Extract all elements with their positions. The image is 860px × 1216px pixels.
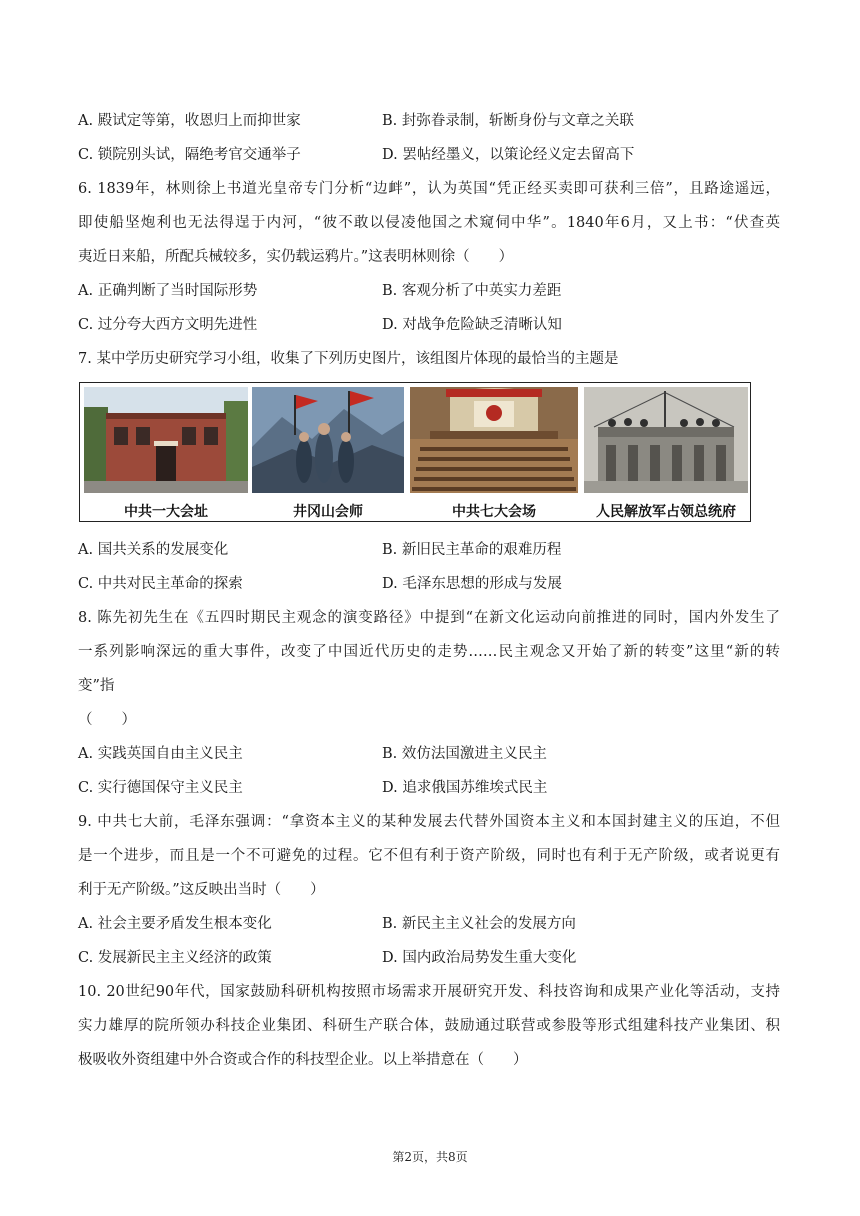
q8-stem-line-2: 一系列影响深远的重大事件，改变了中国近代历史的走势……民主观念又开始了新的转变”这里“新的转 xyxy=(78,644,780,660)
q10-stem-line-1: 10. 20世纪90年代，国家鼓励科研机构按照市场需求开展研究开发、科技咨询和成果产业化等活动，支持 xyxy=(78,984,780,1000)
q9-stem-line-1: 9. 中共七大前，毛泽东强调：“拿资本主义的某种发展去代替外国资本主义和本国封建主义的压迫，不但 xyxy=(78,814,780,830)
q5-option-a: A. 殿试定等第，收恩归上而抑世家 xyxy=(78,113,301,129)
q6-stem-line-2: 即使船坚炮利也无法得逞于内河，“彼不敢以侵凌他国之术窥伺中华”。1840年6月，又上书：“伏查英 xyxy=(78,215,780,231)
q6-stem-line-3: 夷近日来船，所配兵械较多，实仍载运鸦片。”这表明林则徐（ ） xyxy=(78,249,514,265)
q7-option-d: D. 毛泽东思想的形成与发展 xyxy=(382,576,562,592)
q9-stem-line-2: 是一个进步，而且是一个不可避免的过程。它不但有利于资产阶级，同时也有利于无产阶级，或者说更有 xyxy=(78,848,780,864)
caption-jinggangshan-meeting: 井冈山会师 xyxy=(293,504,363,520)
q10-stem-line-2: 实力雄厚的院所领办科技企业集团、科研生产联合体，鼓励通过联营或参股等形式组建科技产业集团、积 xyxy=(78,1018,780,1034)
q8-option-d: D. 追求俄国苏维埃式民主 xyxy=(382,780,548,796)
photo-seventh-congress-hall xyxy=(410,387,578,493)
q6-option-c: C. 过分夸大西方文明先进性 xyxy=(78,317,258,333)
q7-option-b: B. 新旧民主革命的艰难历程 xyxy=(382,542,562,558)
q9-option-a: A. 社会主要矛盾发生根本变化 xyxy=(78,916,272,932)
caption-presidential-palace: 人民解放军占领总统府 xyxy=(596,504,736,520)
q6-option-d: D. 对战争危险缺乏清晰认知 xyxy=(382,317,562,333)
photo-jinggangshan-meeting xyxy=(252,387,404,493)
caption-first-congress-site: 中共一大会址 xyxy=(124,504,208,520)
q8-stem-line-1: 8. 陈先初先生在《五四时期民主观念的演变路径》中提到“在新文化运动向前推进的同时，国内外发生了 xyxy=(78,610,780,626)
q9-option-d: D. 国内政治局势发生重大变化 xyxy=(382,950,577,966)
q7-stem: 7. 某中学历史研究学习小组，收集了下列历史图片，该组图片体现的最恰当的主题是 xyxy=(78,351,619,367)
q6-option-a: A. 正确判断了当时国际形势 xyxy=(78,283,258,299)
q9-option-c: C. 发展新民主主义经济的政策 xyxy=(78,950,272,966)
q5-option-d: D. 罢帖经墨义，以策论经义定去留高下 xyxy=(382,147,635,163)
q7-option-c: C. 中共对民主革命的探索 xyxy=(78,576,243,592)
q6-option-b: B. 客观分析了中英实力差距 xyxy=(382,283,562,299)
q5-option-b: B. 封弥眷录制，斩断身份与文章之关联 xyxy=(382,113,634,129)
photo-presidential-palace xyxy=(584,387,748,493)
q9-stem-line-3: 利于无产阶级。”这反映出当时（ ） xyxy=(78,882,325,898)
caption-seventh-congress-hall: 中共七大会场 xyxy=(452,504,536,520)
photo-first-congress-site xyxy=(84,387,248,493)
q9-option-b: B. 新民主主义社会的发展方向 xyxy=(382,916,576,932)
q8-stem-line-3: 变”指 xyxy=(78,678,115,694)
page-footer: 第2页，共8页 xyxy=(392,1150,468,1164)
q8-answer-bracket: （ ） xyxy=(78,712,136,728)
q8-option-a: A. 实践英国自由主义民主 xyxy=(78,746,243,762)
q5-option-c: C. 锁院别头试，隔绝考官交通举子 xyxy=(78,147,301,163)
q8-option-b: B. 效仿法国激进主义民主 xyxy=(382,746,547,762)
q7-photo-strip xyxy=(79,382,751,522)
q10-stem-line-3: 极吸收外资组建中外合资或合作的科技型企业。以上举措意在（ ） xyxy=(78,1052,528,1068)
q6-stem-line-1: 6. 1839年，林则徐上书道光皇帝专门分析“边衅”，认为英国“凭正经买卖即可获利三倍”，且路途遥远， xyxy=(78,181,780,197)
q7-option-a: A. 国共关系的发展变化 xyxy=(78,542,229,558)
q8-option-c: C. 实行德国保守主义民主 xyxy=(78,780,243,796)
